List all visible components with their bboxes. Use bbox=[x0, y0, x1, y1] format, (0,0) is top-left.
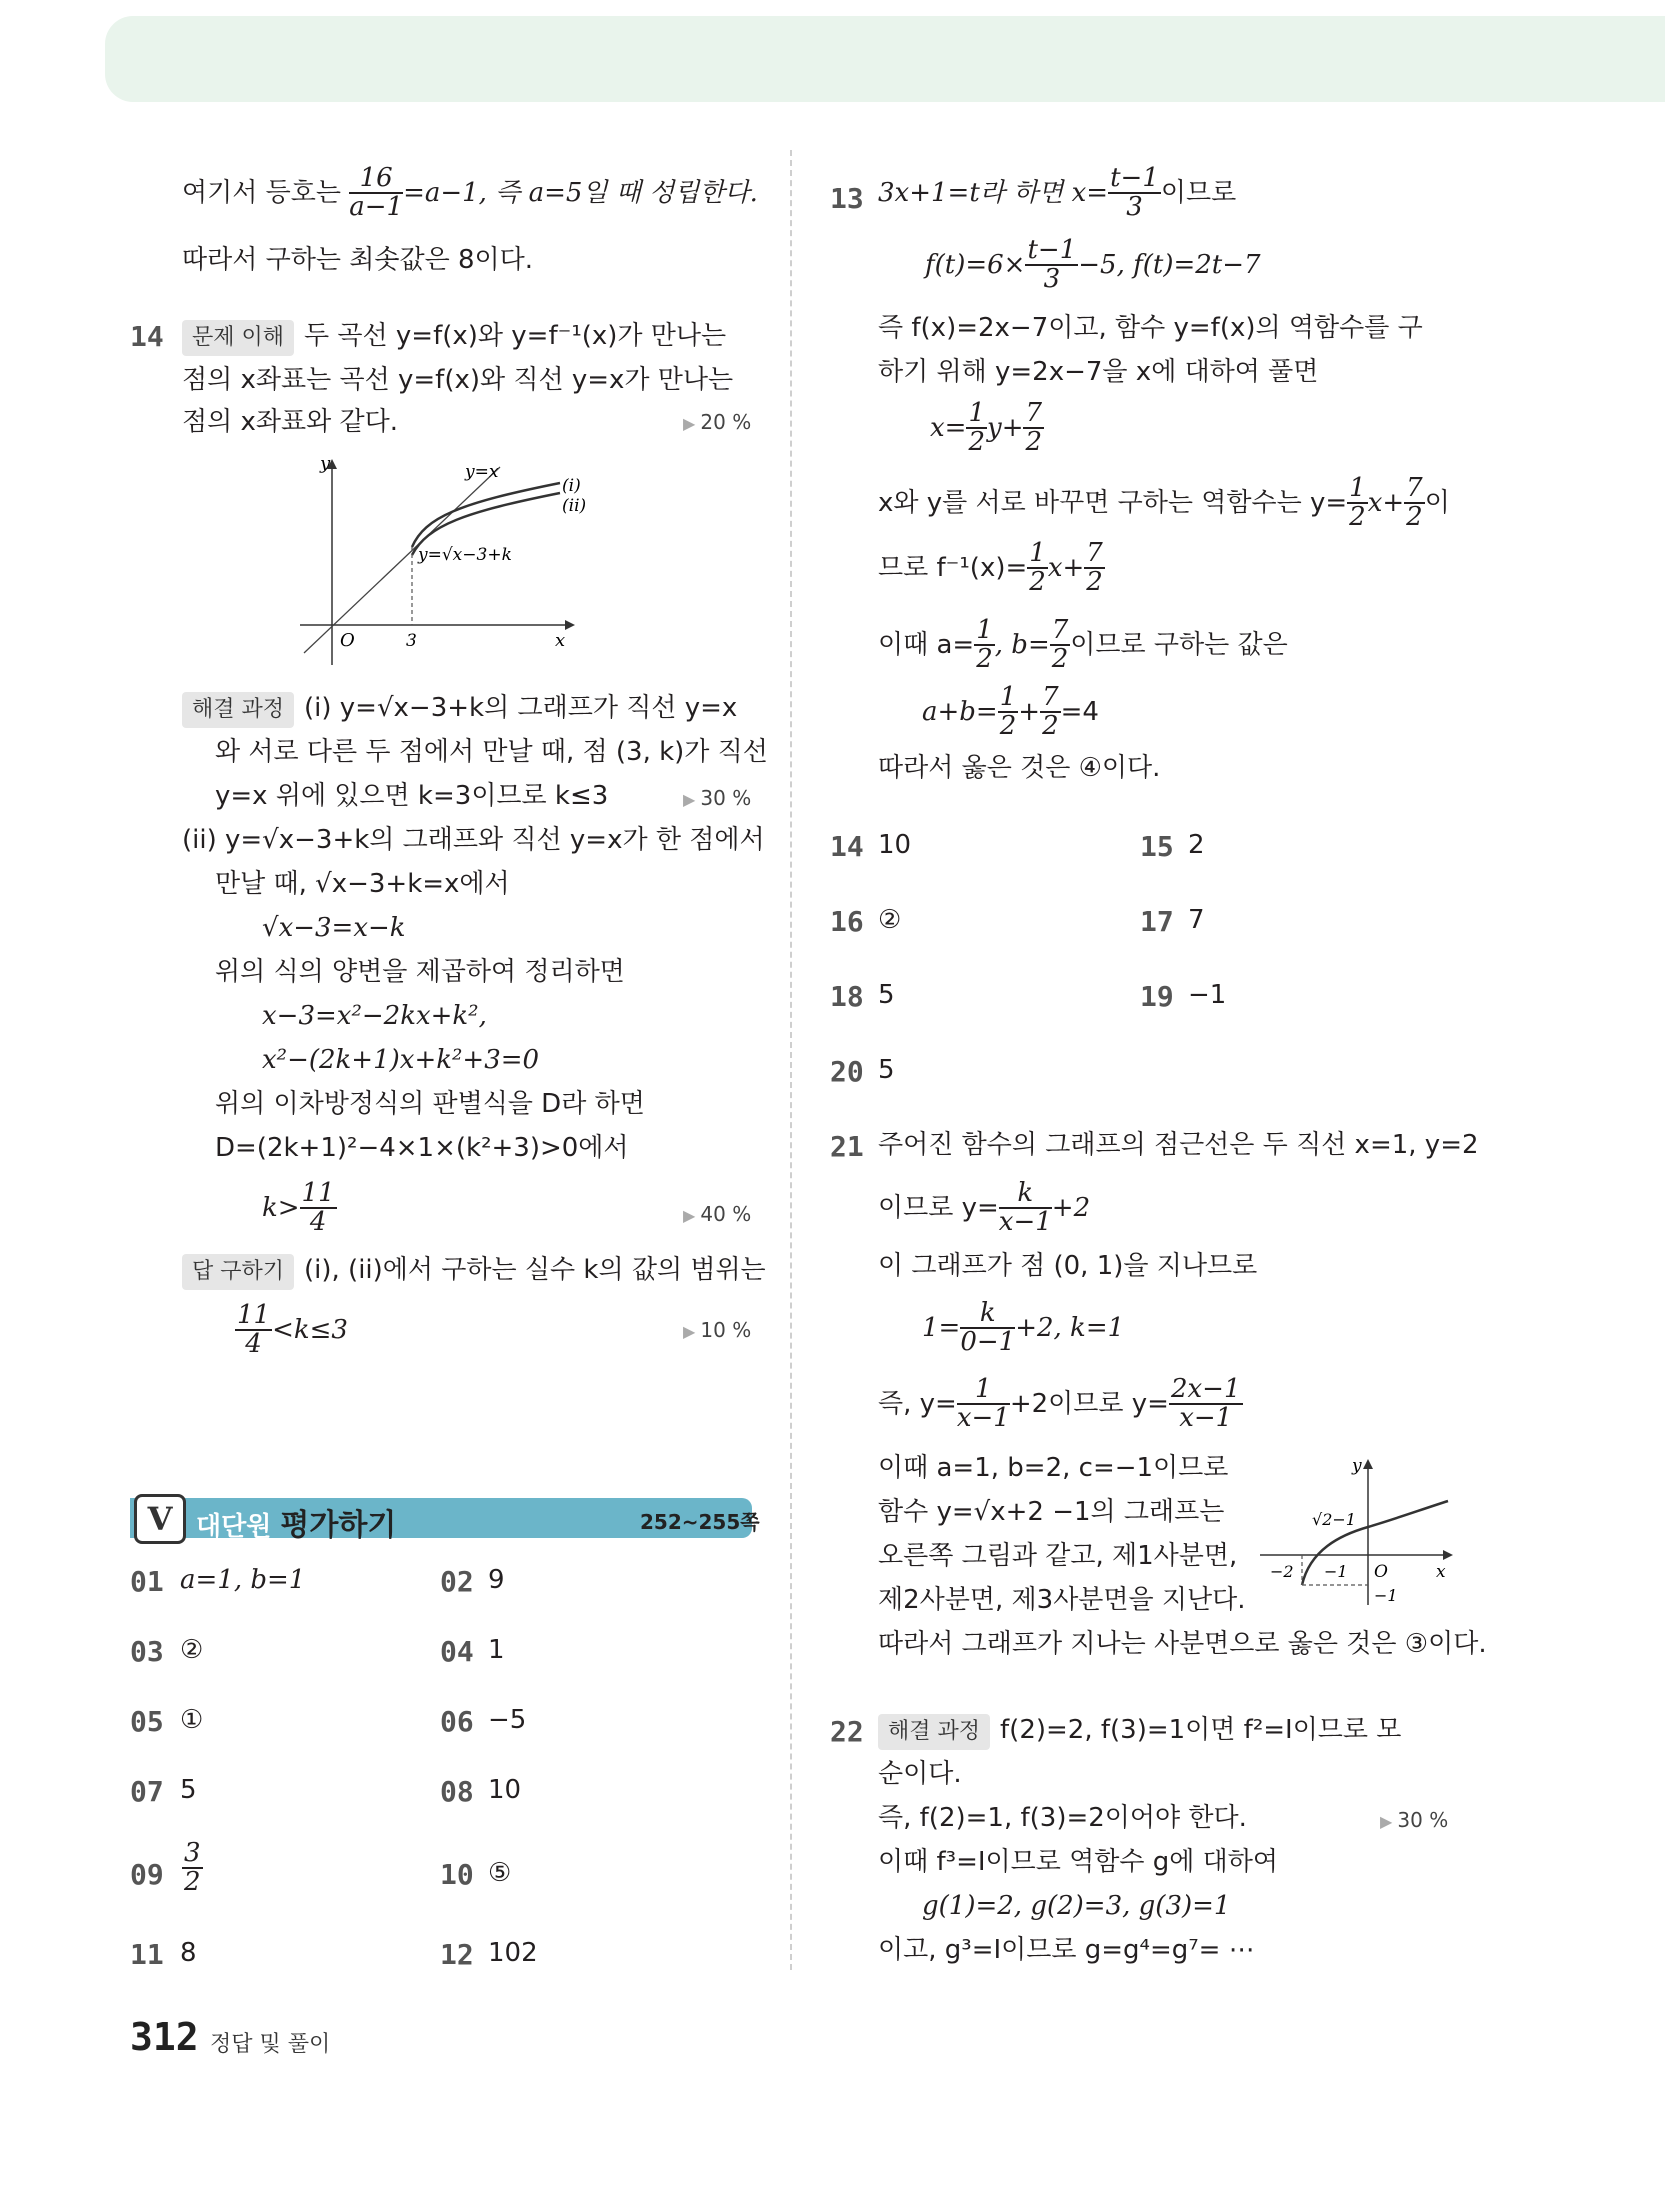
frac-num: 1 bbox=[968, 398, 985, 428]
text: 이므로 bbox=[1160, 177, 1237, 208]
p21-line-5 bbox=[878, 1376, 1243, 1433]
frac-num: 7 bbox=[1051, 615, 1069, 645]
percent-40: ▶ 40 % bbox=[683, 1202, 751, 1226]
fraction bbox=[1040, 684, 1061, 741]
answer-number: 10 bbox=[440, 1858, 474, 1891]
text: 1= bbox=[922, 1312, 961, 1343]
text: x= bbox=[930, 412, 967, 443]
answer-number: 16 bbox=[830, 905, 864, 938]
fraction bbox=[1404, 475, 1425, 532]
header-banner bbox=[105, 16, 1665, 102]
answer-value: 7 bbox=[1188, 905, 1205, 935]
text: k> bbox=[262, 1192, 300, 1223]
fraction bbox=[1108, 165, 1161, 222]
answer-number: 07 bbox=[130, 1775, 164, 1808]
text: f(2)=2, f(3)=1이면 f²=I이므로 모 bbox=[1000, 1715, 1402, 1745]
y-axis-label: y bbox=[1352, 1456, 1362, 1476]
p14-line-2: 점의 x좌표는 곡선 y=f(x)와 직선 y=x가 만나는 bbox=[182, 365, 734, 395]
p22-line-1 bbox=[878, 1712, 1401, 1750]
sol-line-8: x−3=x²−2kx+k², bbox=[262, 1001, 487, 1031]
answer-number: 15 bbox=[1140, 830, 1174, 863]
text: 므로 f⁻¹(x)= bbox=[878, 552, 1028, 583]
text: 여기서 등호는 bbox=[182, 177, 341, 208]
graph-sqrt-k bbox=[290, 453, 587, 670]
tag-solve: 해결 과정 bbox=[182, 692, 294, 728]
answer-value: 5 bbox=[180, 1775, 197, 1805]
frac-den: 2 bbox=[1051, 644, 1069, 675]
answer-number: 08 bbox=[440, 1775, 474, 1808]
ans-line-2 bbox=[235, 1302, 348, 1359]
text: 두 곡선 y=f(x)와 y=f⁻¹(x)가 만나는 bbox=[304, 321, 727, 351]
answer-number: 02 bbox=[440, 1565, 474, 1598]
problem-number: 22 bbox=[830, 1715, 864, 1748]
frac-den: 2 bbox=[1042, 711, 1059, 742]
p13-line-9 bbox=[922, 684, 1099, 741]
p22-line-3: 즉, f(2)=1, f(3)=2이어야 한다. bbox=[878, 1803, 1247, 1833]
p21-line-8: 오른쪽 그림과 같고, 제1사분면, bbox=[878, 1541, 1238, 1571]
frac-den: 2 bbox=[1349, 502, 1366, 533]
answer-value: 10 bbox=[488, 1775, 522, 1805]
text: =a−1, 즉 a=5일 때 성립한다. bbox=[403, 177, 758, 208]
p21-line-7: 함수 y=√x+2 −1의 그래프는 bbox=[878, 1497, 1225, 1527]
frac-den: 3 bbox=[1043, 264, 1061, 295]
text: 이 bbox=[1424, 487, 1450, 518]
tag-answer: 답 구하기 bbox=[182, 1254, 294, 1290]
frac-den: 4 bbox=[309, 1207, 327, 1238]
label-minus-2: −2 bbox=[1270, 1562, 1294, 1581]
text: y+ bbox=[987, 412, 1024, 443]
p21-line-4 bbox=[922, 1300, 1124, 1357]
frac-num: 7 bbox=[1406, 473, 1423, 503]
p21-line-1: 주어진 함수의 그래프의 점근선은 두 직선 x=1, y=2 bbox=[878, 1130, 1479, 1160]
text: =4 bbox=[1060, 696, 1099, 727]
text: 이므로 y= bbox=[878, 1192, 999, 1223]
text: x+ bbox=[1047, 552, 1085, 583]
p22-line-4: 이때 f³=I이므로 역함수 g에 대하여 bbox=[878, 1847, 1278, 1877]
problem-number: 14 bbox=[130, 320, 164, 353]
frac-num: k bbox=[960, 1300, 1015, 1329]
p21-line-2 bbox=[878, 1180, 1090, 1237]
fraction bbox=[1084, 540, 1105, 597]
frac-num: 7 bbox=[1042, 682, 1059, 712]
p14-line-1 bbox=[182, 318, 726, 356]
percent-10: ▶ 10 % bbox=[683, 1318, 751, 1342]
answer-number: 14 bbox=[830, 830, 864, 863]
text: x와 y를 서로 바꾸면 구하는 역함수는 y= bbox=[878, 487, 1348, 518]
text: , b= bbox=[994, 629, 1050, 660]
answer-value: a=1, b=1 bbox=[180, 1565, 306, 1595]
answer-value: 5 bbox=[878, 980, 895, 1010]
answer-number: 05 bbox=[130, 1705, 164, 1738]
fraction bbox=[235, 1302, 272, 1359]
origin-label: O bbox=[340, 630, 355, 651]
frac-den: 2 bbox=[999, 711, 1017, 742]
section-title-small: 대단원 bbox=[196, 1512, 272, 1542]
p21-line-9: 제2사분면, 제3사분면을 지난다. bbox=[878, 1585, 1246, 1615]
fraction bbox=[1169, 1376, 1243, 1433]
answer-number: 04 bbox=[440, 1635, 474, 1668]
frac-den: 4 bbox=[245, 1329, 262, 1360]
frac-num: 3 bbox=[184, 1838, 201, 1868]
p21-line-6: 이때 a=1, b=2, c=−1이므로 bbox=[878, 1453, 1229, 1483]
fraction bbox=[998, 684, 1019, 741]
answer-value: 1 bbox=[488, 1635, 505, 1665]
frac-num: 11 bbox=[301, 1178, 335, 1208]
column-divider bbox=[790, 150, 792, 1970]
answer-number: 11 bbox=[130, 1938, 164, 1971]
p22-line-2: 순이다. bbox=[878, 1759, 962, 1789]
frac-num: k bbox=[999, 1180, 1052, 1209]
x-arrow bbox=[1443, 1550, 1453, 1560]
p13-line-2 bbox=[925, 237, 1261, 294]
frac-den: 0−1 bbox=[960, 1327, 1016, 1358]
tick-3: 3 bbox=[406, 631, 417, 651]
origin-label: O bbox=[1374, 1562, 1388, 1582]
frac-den: 2 bbox=[1086, 567, 1103, 598]
sol-line-4: (ii) y=√x−3+k의 그래프와 직선 y=x가 한 점에서 bbox=[182, 825, 765, 855]
answer-value: −1 bbox=[1188, 980, 1227, 1010]
frac-den: 2 bbox=[1025, 427, 1043, 458]
left-line-2: 따라서 구하는 최솟값은 8이다. bbox=[182, 245, 533, 275]
answer-value: ① bbox=[180, 1705, 204, 1735]
sol-line-10: 위의 이차방정식의 판별식을 D라 하면 bbox=[215, 1089, 645, 1119]
text: 즉, y= bbox=[878, 1388, 957, 1419]
fraction bbox=[960, 1300, 1015, 1357]
p13-line-3: 즉 f(x)=2x−7이고, 함수 y=f(x)의 역함수를 구 bbox=[878, 313, 1423, 343]
p13-line-7 bbox=[878, 540, 1105, 597]
frac-num: 11 bbox=[237, 1300, 271, 1330]
problem-number: 21 bbox=[830, 1130, 864, 1163]
section-title bbox=[196, 1500, 396, 1544]
answer-number: 18 bbox=[830, 980, 864, 1013]
fraction bbox=[974, 617, 995, 674]
frac-num: 7 bbox=[1086, 538, 1103, 568]
problem-number: 13 bbox=[830, 182, 864, 215]
text: −5, f(t)=2t−7 bbox=[1078, 249, 1261, 280]
fraction bbox=[1347, 475, 1368, 532]
text: f(t)=6× bbox=[925, 249, 1026, 280]
answer-value: 5 bbox=[878, 1055, 895, 1085]
fraction bbox=[1023, 400, 1044, 457]
answer-value bbox=[182, 1840, 203, 1897]
line-label: y=x bbox=[465, 462, 499, 482]
frac-den: 2 bbox=[1406, 502, 1423, 533]
frac-num: 7 bbox=[1025, 398, 1043, 428]
x-axis-label: x bbox=[555, 630, 566, 651]
sol-line-9: x²−(2k+1)x+k²+3=0 bbox=[262, 1045, 540, 1075]
p21-line-3: 이 그래프가 점 (0, 1)을 지나므로 bbox=[878, 1251, 1258, 1281]
answer-value: ⑤ bbox=[488, 1858, 512, 1888]
sol-line-11: D=(2k+1)²−4×1×(k²+3)>0에서 bbox=[215, 1133, 629, 1163]
text: 이므로 구하는 값은 bbox=[1070, 629, 1288, 660]
text: 이때 a= bbox=[878, 629, 975, 660]
left-line-1 bbox=[182, 165, 758, 222]
label-minus-1-y: −1 bbox=[1374, 1586, 1398, 1605]
frac-den: x−1 bbox=[998, 1207, 1052, 1238]
curve-label: y=√x−3+k bbox=[418, 545, 512, 565]
frac-num: t−1 bbox=[1110, 163, 1159, 193]
frac-num: 1 bbox=[957, 1376, 1010, 1405]
text: <k≤3 bbox=[272, 1314, 348, 1345]
p13-line-4: 하기 위해 y=2x−7을 x에 대하여 풀면 bbox=[878, 357, 1319, 387]
sol-line-6: √x−3=x−k bbox=[262, 913, 406, 943]
fraction bbox=[1025, 237, 1078, 294]
graph-sqrt-x-plus-2 bbox=[1250, 1455, 1460, 1615]
sol-line-5: 만날 때, √x−3+k=x에서 bbox=[215, 869, 510, 899]
text: (i), (ii)에서 구하는 실수 k의 값의 범위는 bbox=[304, 1255, 766, 1285]
y-arrow bbox=[1363, 1459, 1373, 1469]
frac-num: 1 bbox=[999, 682, 1017, 712]
x-axis-label: x bbox=[1436, 1562, 1446, 1582]
answer-value: ② bbox=[878, 905, 902, 935]
sol-line-12 bbox=[262, 1180, 337, 1237]
answer-number: 20 bbox=[830, 1055, 864, 1088]
frac-num: t−1 bbox=[1027, 235, 1077, 265]
fraction bbox=[182, 1840, 203, 1897]
answer-value: ② bbox=[180, 1635, 204, 1665]
x-arrow bbox=[565, 620, 575, 630]
p13-line-8 bbox=[878, 617, 1288, 674]
frac-num: 1 bbox=[1029, 538, 1046, 568]
fraction bbox=[1027, 540, 1048, 597]
frac-den: 2 bbox=[1029, 567, 1046, 598]
text: 3x+1=t라 하면 x= bbox=[878, 177, 1109, 208]
section-badge: V bbox=[134, 1494, 186, 1544]
label-sqrt2-1: √2−1 bbox=[1312, 1510, 1356, 1529]
sol-line-3: y=x 위에 있으면 k=3이므로 k≤3 bbox=[215, 781, 609, 811]
section-title-big: 평가하기 bbox=[280, 1508, 397, 1543]
p14-line-3: 점의 x좌표와 같다. bbox=[182, 407, 398, 437]
p13-line-10: 따라서 옳은 것은 ④이다. bbox=[878, 753, 1161, 783]
frac-den: 2 bbox=[976, 644, 993, 675]
sol-line-2: 와 서로 다른 두 점에서 만날 때, 점 (3, k)가 직선 bbox=[215, 737, 768, 767]
tag-solve: 해결 과정 bbox=[878, 1714, 990, 1750]
p22-line-5: g(1)=2, g(2)=3, g(3)=1 bbox=[922, 1891, 1231, 1921]
sol-line-7: 위의 식의 양변을 제곱하여 정리하면 bbox=[215, 957, 625, 987]
text: +2, k=1 bbox=[1015, 1312, 1125, 1343]
answer-value: 9 bbox=[488, 1565, 505, 1595]
frac-num: 16 bbox=[349, 165, 403, 194]
frac-den: x−1 bbox=[1179, 1403, 1233, 1434]
answer-value: 8 bbox=[180, 1938, 197, 1968]
answer-number: 03 bbox=[130, 1635, 164, 1668]
fraction bbox=[957, 1376, 1010, 1433]
fraction bbox=[999, 1180, 1052, 1237]
p13-line-5 bbox=[930, 400, 1044, 457]
fraction bbox=[1050, 617, 1071, 674]
percent-20: ▶ 20 % bbox=[683, 410, 751, 434]
percent-30-right: ▶ 30 % bbox=[1380, 1808, 1448, 1832]
label-i: (i) bbox=[562, 476, 581, 496]
curve-i bbox=[412, 483, 560, 547]
answer-number: 09 bbox=[130, 1858, 164, 1891]
fraction bbox=[966, 400, 987, 457]
page-number: 312 bbox=[130, 2015, 199, 2059]
percent-30: ▶ 30 % bbox=[683, 786, 751, 810]
label-ii: (ii) bbox=[562, 496, 587, 516]
frac-den: x−1 bbox=[956, 1403, 1010, 1434]
p22-line-6: 이고, g³=I이므로 g=g⁴=g⁷= ⋯ bbox=[878, 1935, 1255, 1965]
p13-line-6 bbox=[878, 475, 1450, 532]
sol-line-1 bbox=[182, 690, 737, 728]
p21-line-10: 따라서 그래프가 지나는 사분면으로 옳은 것은 ③이다. bbox=[878, 1629, 1487, 1659]
answer-value: 10 bbox=[878, 830, 912, 860]
text: (i) y=√x−3+k의 그래프가 직선 y=x bbox=[304, 693, 738, 723]
text: a+b= bbox=[922, 696, 998, 727]
p13-line-1 bbox=[878, 165, 1236, 222]
frac-num: 2x−1 bbox=[1170, 1374, 1241, 1404]
frac-num: 1 bbox=[976, 615, 993, 645]
fraction bbox=[349, 165, 403, 222]
text: +2 bbox=[1051, 1192, 1091, 1223]
footer-label: 정답 및 풀이 bbox=[210, 2032, 331, 2057]
text: +2이므로 y= bbox=[1009, 1388, 1169, 1419]
tag-understand: 문제 이해 bbox=[182, 320, 294, 356]
answer-value: 102 bbox=[488, 1938, 538, 1968]
fraction bbox=[300, 1180, 337, 1237]
text: x+ bbox=[1367, 487, 1405, 518]
frac-den: 3 bbox=[1126, 192, 1143, 223]
answer-number: 01 bbox=[130, 1565, 164, 1598]
frac-num: 1 bbox=[1349, 473, 1366, 503]
answer-number: 06 bbox=[440, 1705, 474, 1738]
section-pages: 252~255쪽 bbox=[640, 1510, 760, 1534]
answer-value: 2 bbox=[1188, 830, 1205, 860]
frac-den: 2 bbox=[968, 427, 985, 458]
answer-number: 17 bbox=[1140, 905, 1174, 938]
text: + bbox=[1018, 696, 1041, 727]
answer-number: 12 bbox=[440, 1938, 474, 1971]
label-minus-1-x: −1 bbox=[1324, 1562, 1348, 1581]
frac-den: 2 bbox=[184, 1867, 201, 1898]
answer-value: −5 bbox=[488, 1705, 527, 1735]
frac-den: a−1 bbox=[349, 192, 404, 223]
answer-number: 19 bbox=[1140, 980, 1174, 1013]
y-axis-label: y bbox=[320, 453, 331, 474]
ans-line-1 bbox=[182, 1252, 766, 1290]
